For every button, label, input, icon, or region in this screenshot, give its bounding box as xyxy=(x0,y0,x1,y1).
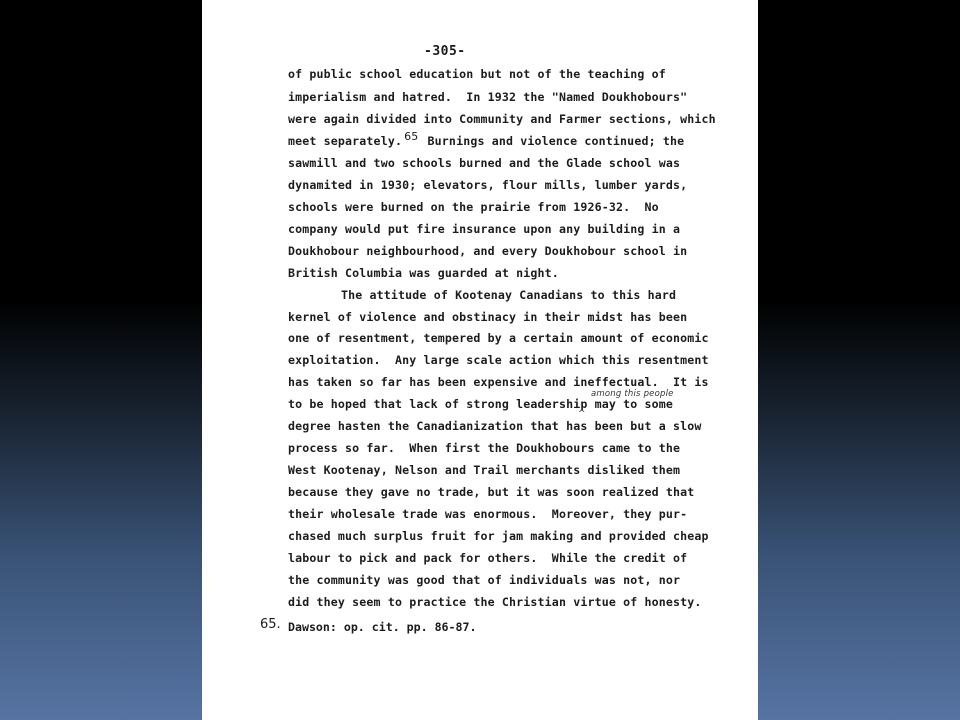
text-line: Doukhobour neighbourhood, and every Doukhobour school in xyxy=(288,244,688,258)
footnote-number: 65. xyxy=(260,617,281,632)
text-line: company would put fire insurance upon any building in a xyxy=(288,222,681,236)
text-fragment: meet separately. xyxy=(288,134,403,148)
text-line: to be hoped that lack of strong leadership may to some xyxy=(288,397,674,411)
text-line: kernel of violence and obstinacy in their midst has been xyxy=(288,310,688,324)
text-line: did they seem to practice the Christian virtue of honesty. xyxy=(288,595,702,609)
text-line-with-footnote xyxy=(288,130,685,148)
paragraph-start: The attitude of Kootenay Canadians to this hard xyxy=(341,288,677,302)
text-line: the community was good that of individuals was not, nor xyxy=(288,573,681,587)
text-line: imperialism and hatred. In 1932 the "Named Doukhobours" xyxy=(288,90,688,104)
text-line: West Kootenay, Nelson and Trail merchants disliked them xyxy=(288,463,681,477)
text-line: chased much surplus fruit for jam making and provided cheap xyxy=(288,529,709,543)
text-line: dynamited in 1930; elevators, flour mills, lumber yards, xyxy=(288,178,688,192)
text-line: has taken so far has been expensive and ineffectual. It is xyxy=(288,375,709,389)
footnote-text: Dawson: op. cit. pp. 86-87. xyxy=(288,620,477,634)
text-line: degree hasten the Canadianization that has been but a slow xyxy=(288,419,702,433)
text-line: labour to pick and pack for others. While the credit of xyxy=(288,551,688,565)
handwritten-annotation: among this people xyxy=(591,389,674,399)
insertion-caret: ^ xyxy=(578,409,586,419)
page-number: -305- xyxy=(424,44,466,59)
text-line: British Columbia was guarded at night. xyxy=(288,266,559,280)
text-line: schools were burned on the prairie from 1926-32. No xyxy=(288,200,659,214)
text-fragment: Burnings and violence continued; the xyxy=(427,134,685,148)
text-line: of public school education but not of the teaching of xyxy=(288,67,666,81)
text-line: sawmill and two schools burned and the Glade school was xyxy=(288,156,681,170)
text-line: exploitation. Any large scale action which this resentment xyxy=(288,353,709,367)
text-line: because they gave no trade, but it was soon realized that xyxy=(288,485,695,499)
document-page xyxy=(202,0,758,720)
text-line: their wholesale trade was enormous. Moreover, they pur- xyxy=(288,507,688,521)
text-line: one of resentment, tempered by a certain amount of economic xyxy=(288,331,709,345)
text-line: were again divided into Community and Farmer sections, which xyxy=(288,112,716,126)
footnote-marker: 65 xyxy=(404,130,419,143)
text-line: process so far. When first the Doukhobours came to the xyxy=(288,441,681,455)
